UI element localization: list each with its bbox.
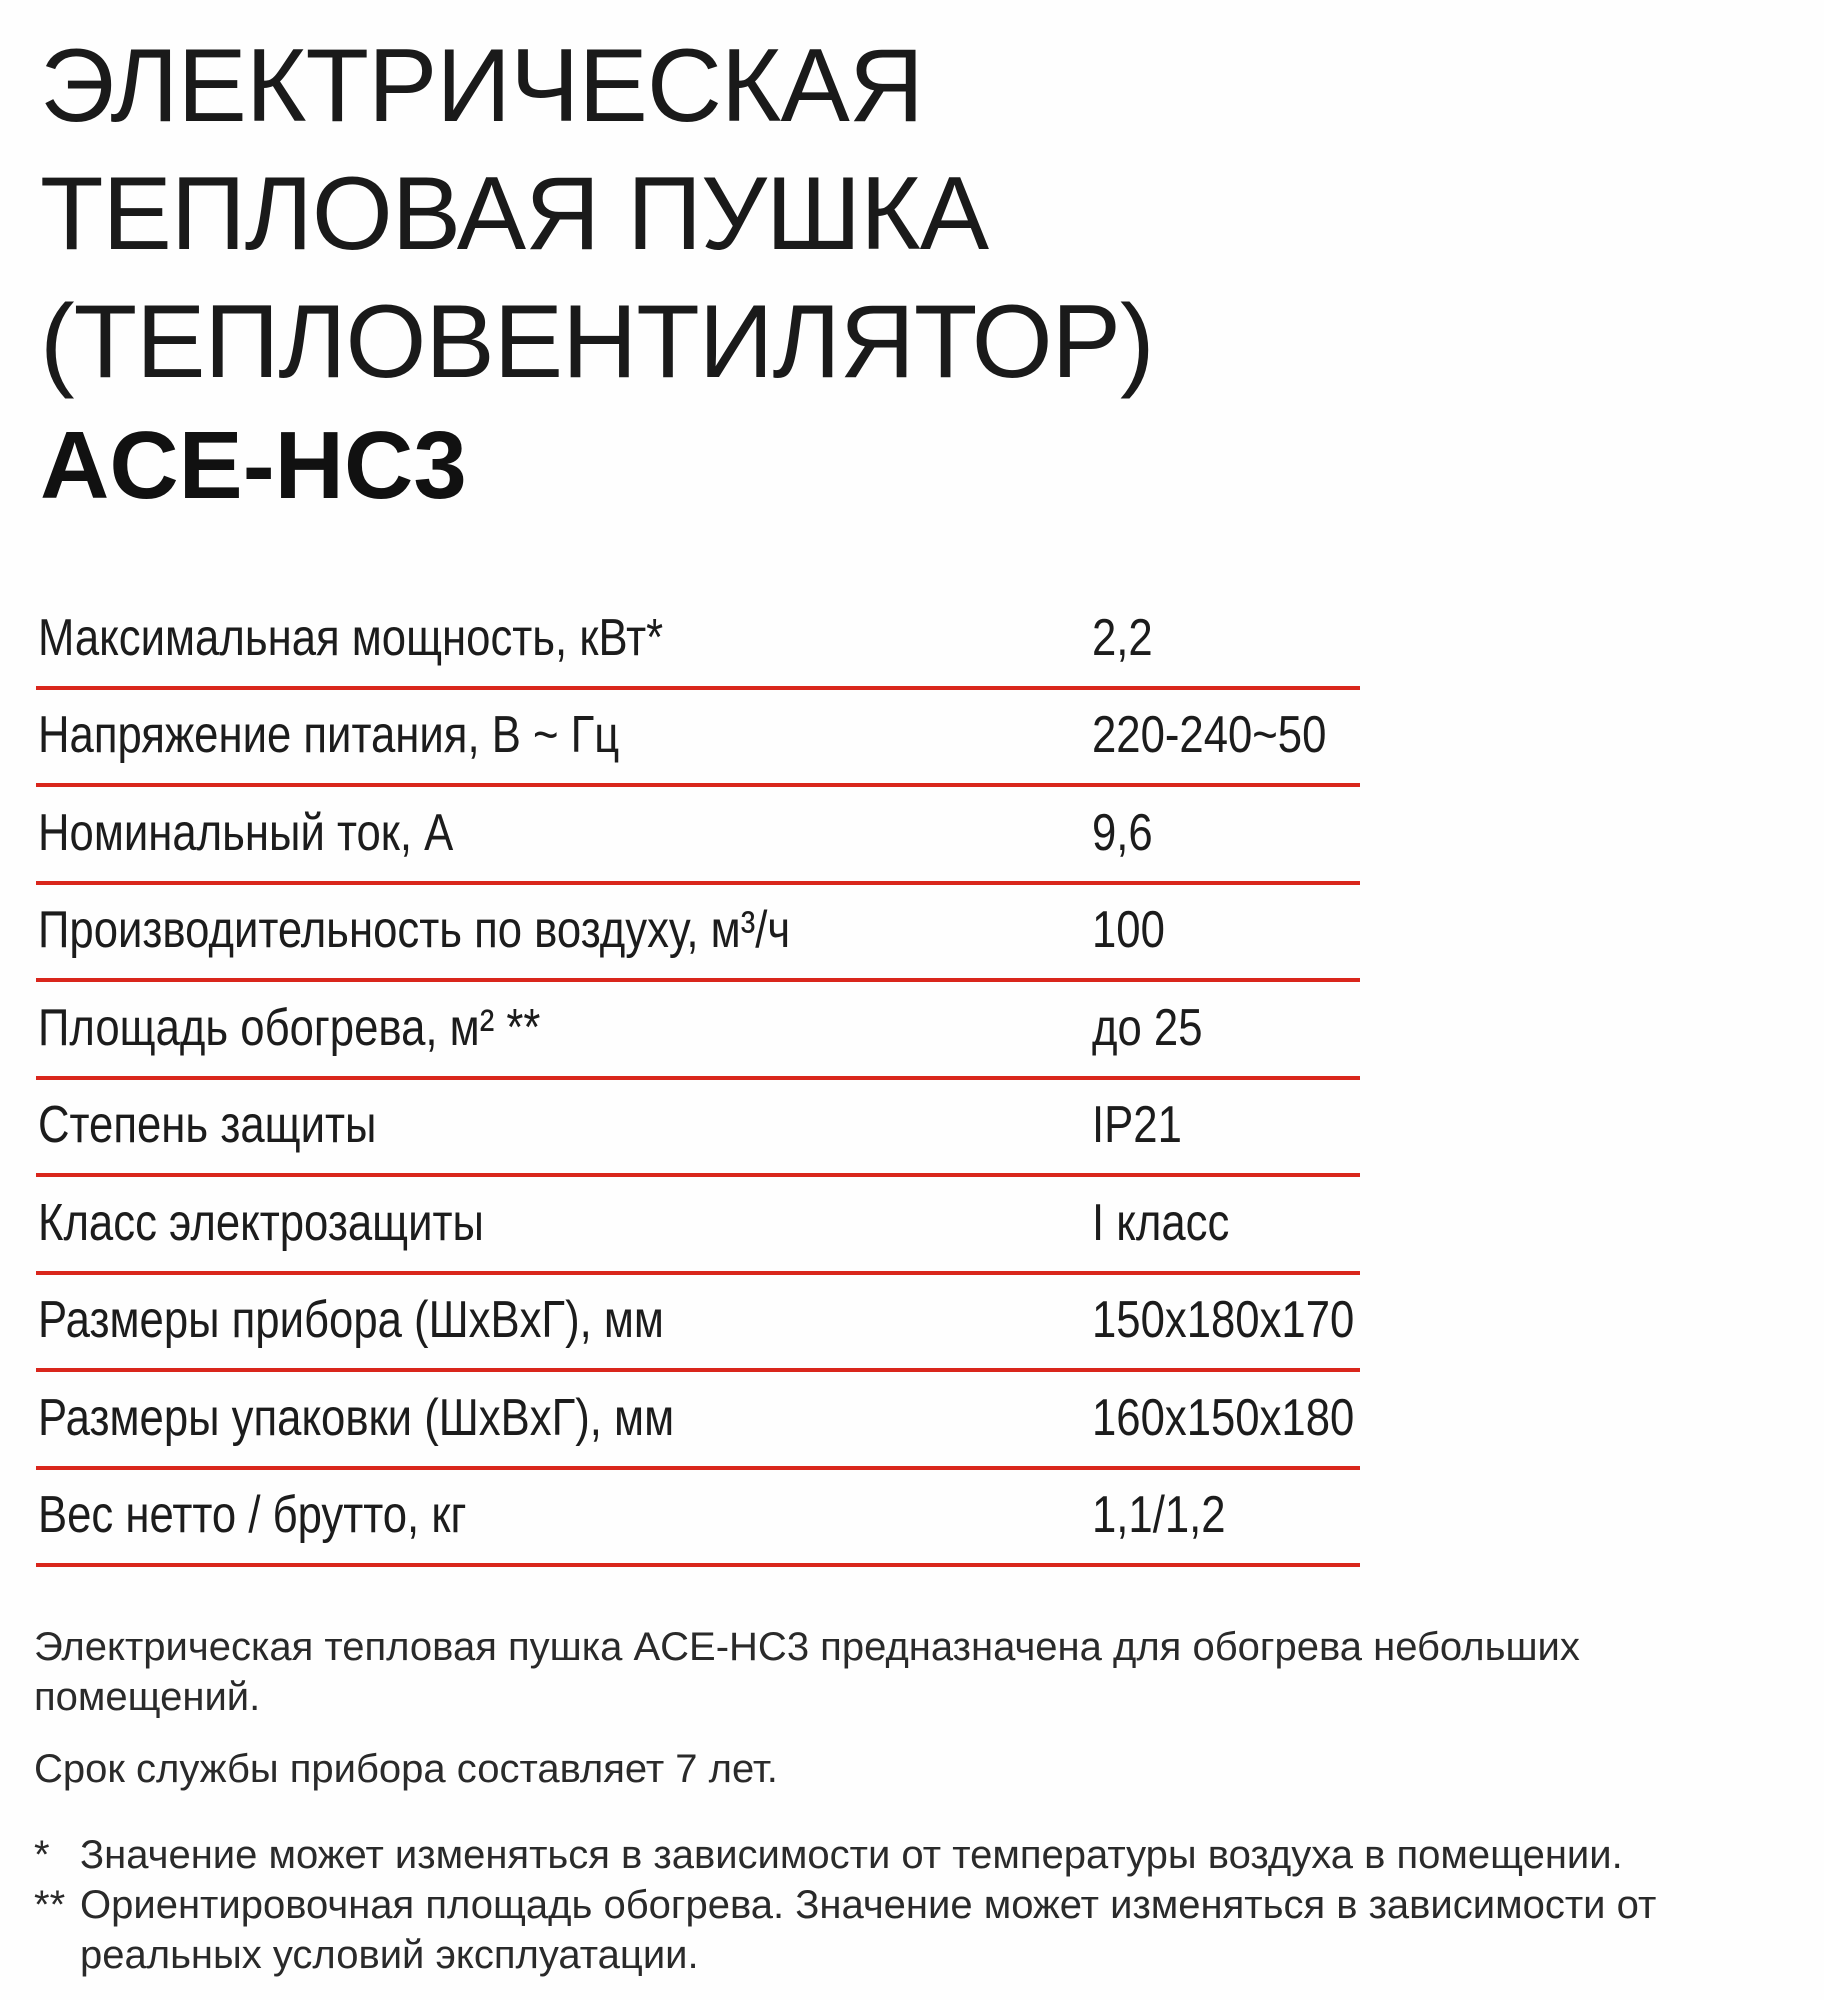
spec-value: 160x150x180 (1092, 1388, 1355, 1447)
spec-value: 220-240~50 (1092, 706, 1327, 764)
spec-row-current (36, 787, 1360, 885)
spec-row-device-size (36, 1275, 1360, 1373)
spec-row-package-size (36, 1372, 1360, 1470)
footnote-mark: ** (34, 1883, 66, 1927)
spec-value: 2,2 (1092, 608, 1153, 667)
description (34, 1622, 1634, 1816)
title-line-2: ТЕПЛОВАЯ ПУШКА (40, 156, 989, 272)
spec-row-electric-class (36, 1177, 1360, 1275)
spec-label: Степень защиты (38, 1096, 377, 1154)
footnote (34, 1830, 1814, 1880)
spec-label: Площадь обогрева, м² ** (38, 998, 541, 1057)
spec-value: 1,1/1,2 (1092, 1486, 1226, 1544)
spec-label: Класс электрозащиты (38, 1193, 484, 1252)
spec-label: Размеры упаковки (ШxВxГ), мм (38, 1388, 675, 1447)
footnote-text: Значение может изменяться в зависимости от температуры воздуха в помещении. (80, 1833, 1623, 1877)
spec-value: IP21 (1092, 1096, 1182, 1154)
spec-row-airflow (36, 885, 1360, 983)
description-service-life: Срок службы прибора составляет 7 лет. (34, 1747, 778, 1791)
spec-label: Максимальная мощность, кВт* (38, 608, 664, 667)
footnote-text: Ориентировочная площадь обогрева. Значение может изменяться в зависимости от реальных условий эксплуатации. (80, 1883, 1657, 1977)
spec-label: Напряжение питания, В ~ Гц (38, 706, 620, 764)
footnote (34, 1880, 1814, 1980)
spec-label: Размеры прибора (ШxВxГ), мм (38, 1291, 664, 1349)
spec-label: Вес нетто / брутто, кг (38, 1486, 467, 1544)
spec-row-weight (36, 1470, 1360, 1568)
spec-value: 100 (1092, 901, 1165, 959)
spec-value: до 25 (1092, 998, 1203, 1057)
model-name: ACE-HC3 (40, 412, 467, 519)
footnote-mark: * (34, 1833, 50, 1877)
footnotes (34, 1830, 1814, 1980)
spec-row-protection-degree (36, 1080, 1360, 1178)
spec-label: Производительность по воздуху, м³/ч (38, 901, 791, 959)
spec-value: 9,6 (1092, 803, 1153, 862)
title-line-3: (ТЕПЛОВЕНТИЛЯТОР) (40, 284, 1154, 400)
title-block (40, 22, 1154, 526)
spec-row-voltage (36, 690, 1360, 788)
spec-value: 150x180x170 (1092, 1291, 1355, 1349)
description-purpose: Электрическая тепловая пушка ACE-HC3 предназначена для обогрева небольших помещений. (34, 1625, 1580, 1719)
spec-row-heating-area (36, 982, 1360, 1080)
spec-table (36, 592, 1360, 1567)
spec-row-max-power (36, 592, 1360, 690)
title-line-1: ЭЛЕКТРИЧЕСКАЯ (40, 28, 923, 144)
spec-value: I класс (1092, 1193, 1230, 1252)
spec-label: Номинальный ток, А (38, 803, 454, 862)
